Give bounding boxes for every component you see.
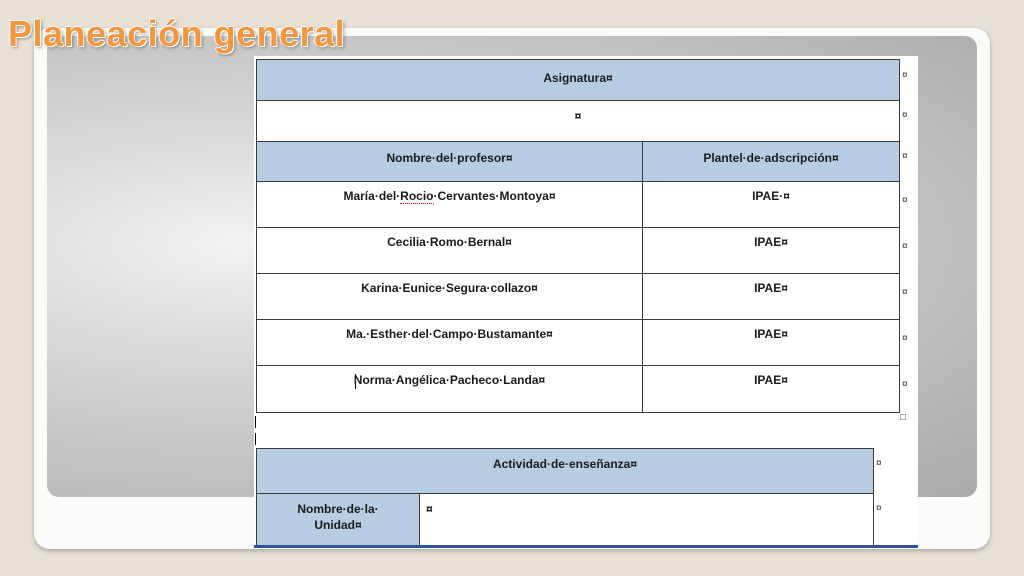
document-table-image [254, 56, 918, 548]
table-row[interactable] [256, 273, 643, 320]
document-bottom-border [254, 545, 918, 548]
unidad-label-line1: Nombre·de·la· [297, 502, 379, 516]
plantel-value: IPAE·¤ [752, 189, 790, 203]
paragraph-mark-line [255, 416, 256, 428]
table-end-mark: □ [900, 412, 907, 423]
profesor-column-header [256, 141, 643, 182]
plantel-value: IPAE¤ [754, 327, 788, 341]
asignatura-header: Asignatura¤ [543, 71, 613, 85]
actividad-header: Actividad·de·enseñanza¤ [492, 457, 638, 471]
row-end-mark: ¤ [902, 241, 908, 252]
profesor-name-part: ·Cervantes·Montoya¤ [433, 189, 556, 203]
asignatura-value-cell[interactable] [256, 100, 900, 142]
table-row[interactable] [256, 365, 643, 413]
profesor-name: Ma.·Esther·del·Campo·Bustamante¤ [346, 327, 553, 341]
unidad-label-cell [256, 493, 420, 548]
plantel-column-header [642, 141, 900, 182]
plantel-cell[interactable] [642, 319, 900, 366]
profesor-name-part: María·del· [343, 189, 401, 203]
unidad-value: ¤ [426, 502, 433, 516]
unidad-value-cell[interactable] [419, 493, 874, 548]
unidad-label-line2: Unidad¤ [314, 518, 362, 532]
table-row[interactable] [256, 319, 643, 366]
page-title: Planeación general [8, 13, 346, 54]
row-end-mark: ¤ [902, 379, 908, 390]
row-end-mark: ¤ [902, 333, 908, 344]
profesor-name: Cecilia·Romo·Bernal¤ [387, 235, 512, 249]
paragraph-mark-line [255, 433, 256, 445]
profesor-name: Karina·Eunice·Segura·collazo¤ [361, 281, 538, 295]
plantel-value: IPAE¤ [754, 373, 788, 387]
asignatura-value: ¤ [574, 109, 582, 123]
table-row[interactable] [256, 181, 643, 228]
plantel-value: IPAE¤ [754, 281, 788, 295]
row-end-mark: ¤ [876, 458, 882, 469]
plantel-cell[interactable] [642, 365, 900, 413]
row-end-mark: ¤ [902, 195, 908, 206]
table-row[interactable] [256, 227, 643, 274]
plantel-value: IPAE¤ [754, 235, 788, 249]
row-end-mark: ¤ [902, 287, 908, 298]
plantel-cell[interactable] [642, 181, 900, 228]
profesor-name: Norma·Angélica·Pacheco·Landa¤ [353, 373, 546, 387]
plantel-cell[interactable] [642, 273, 900, 320]
row-end-mark: ¤ [902, 70, 908, 81]
asignatura-header-cell [256, 59, 900, 101]
actividad-header-cell [256, 448, 874, 494]
row-end-mark: ¤ [902, 151, 908, 162]
plantel-cell[interactable] [642, 227, 900, 274]
row-end-mark: ¤ [902, 110, 908, 121]
profesor-name-misspelled: Rocio [400, 189, 434, 203]
plantel-column-label: Plantel·de·adscripción¤ [703, 151, 839, 165]
profesor-column-label: Nombre·del·profesor¤ [386, 151, 513, 165]
profesor-name [257, 189, 642, 203]
row-end-mark: ¤ [876, 503, 882, 514]
